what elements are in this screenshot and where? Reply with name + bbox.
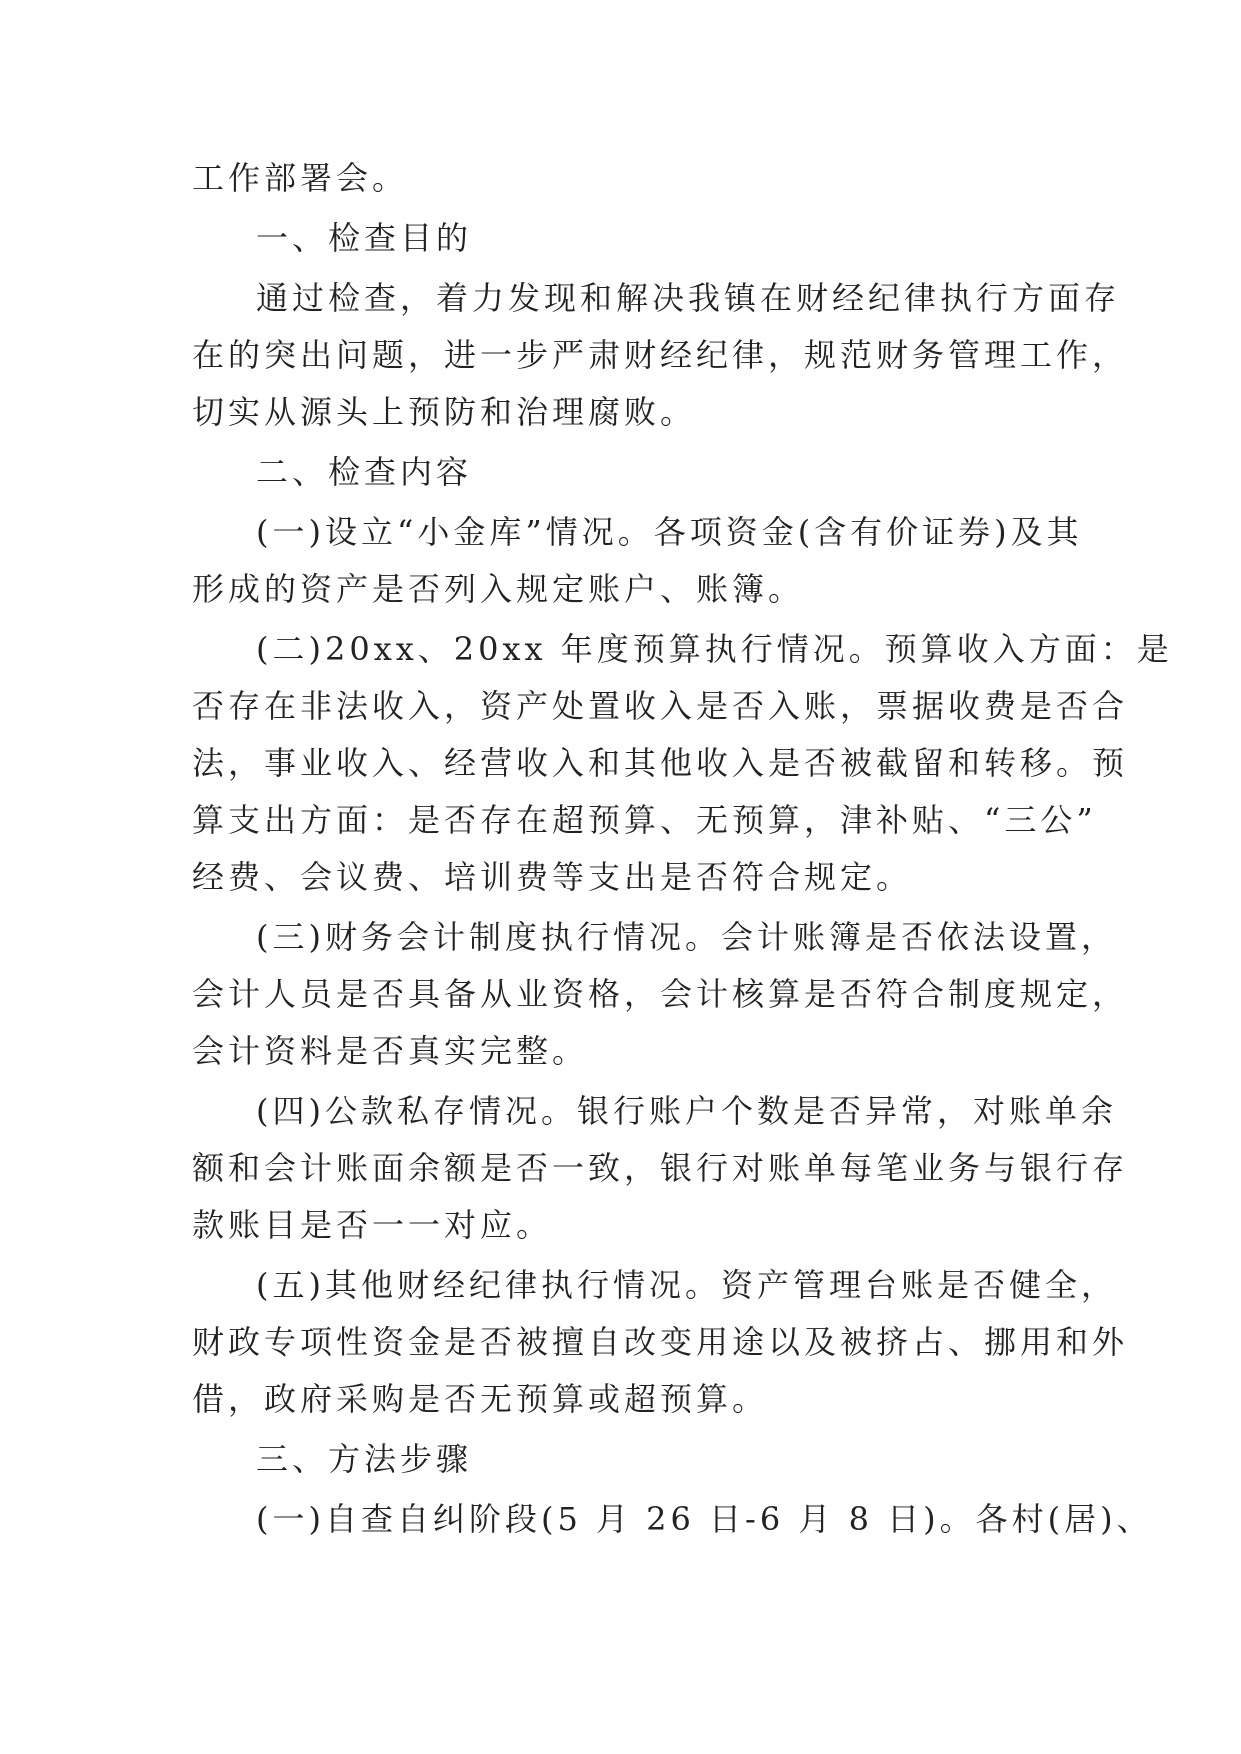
section-heading: 三、方法步骤 (256, 1440, 473, 1478)
section-heading: 一、检查目的 (256, 219, 473, 257)
text-line: 工作部署会。 (192, 159, 409, 197)
text-line: (三)财务会计制度执行情况。会计账簿是否依法设置， (256, 918, 1117, 956)
text-line: (一)自查自纠阶段(5 月 26 日-6 月 8 日)。各村(居)、 (256, 1500, 1153, 1538)
text-line: 借，政府采购是否无预算或超预算。 (192, 1380, 769, 1418)
text-line: 算支出方面：是否存在超预算、无预算，津补贴、“三公” (192, 801, 1097, 839)
text-line: 经费、会议费、培训费等支出是否符合规定。 (192, 858, 913, 896)
section-heading: 二、检查内容 (256, 453, 473, 491)
text-line: 会计资料是否真实完整。 (192, 1032, 589, 1070)
text-line: (二)20xx、20xx 年度预算执行情况。预算收入方面：是 (256, 630, 1173, 668)
text-line: (一)设立“小金库”情况。各项资金(含有价证券)及其 (256, 513, 1083, 551)
text-line: 通过检查，着力发现和解决我镇在财经纪律执行方面存 (256, 279, 1121, 317)
text-line: 形成的资产是否列入规定账户、账簿。 (192, 570, 805, 608)
text-line: (四)公款私存情况。银行账户个数是否异常，对账单余 (256, 1092, 1117, 1130)
text-line: 法，事业收入、经营收入和其他收入是否被截留和转移。预 (192, 744, 1129, 782)
text-line: 在的突出问题，进一步严肃财经纪律，规范财务管理工作， (192, 336, 1129, 374)
text-line: 额和会计账面余额是否一致，银行对账单每笔业务与银行存 (192, 1149, 1129, 1187)
text-line: 款账目是否一一对应。 (192, 1206, 553, 1244)
text-line: 否存在非法收入，资产处置收入是否入账，票据收费是否合 (192, 687, 1129, 725)
text-line: 切实从源头上预防和治理腐败。 (192, 393, 697, 431)
text-line: 财政专项性资金是否被擅自改变用途以及被挤占、挪用和外 (192, 1323, 1129, 1361)
text-line: 会计人员是否具备从业资格，会计核算是否符合制度规定， (192, 975, 1129, 1013)
text-line: (五)其他财经纪律执行情况。资产管理台账是否健全， (256, 1266, 1117, 1304)
